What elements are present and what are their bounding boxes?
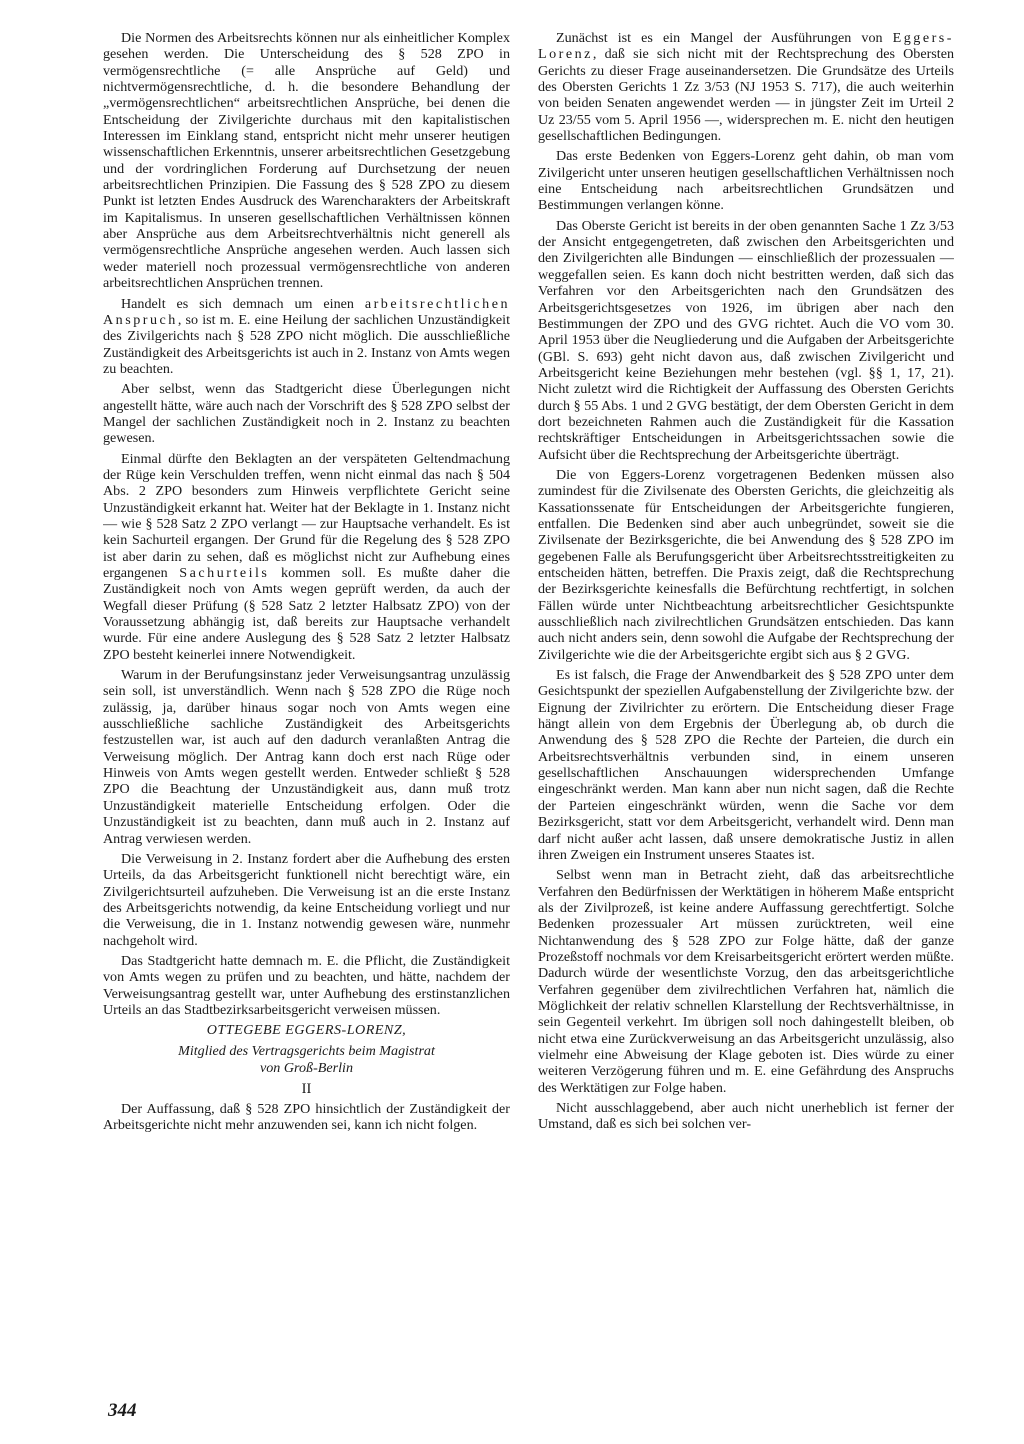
paragraph: Warum in der Berufungsinstanz jeder Verweisungsantrag unzulässig sein soll, ist unverständlich. Wenn nach § 528 ZPO die Rüge noch zulässig, ja, darüber hinaus sogar noch von Amts wegen eine ausschließliche sachliche Zuständigkeit des Arbeitsgerichts festzustellen war, ist auch auf den dadurch veranlaßten Antrag die Verweisung möglich. Der Antrag kann doch erst nach Rüge oder Hinweis von Amts wegen gestellt werden. Entweder schließt § 528 ZPO die Beachtung der Unzuständigkeit aus, dann muß trotz Unzuständigkeit materielle Entscheidung erfolgen. Oder die Unzuständigkeit ist zu beachten, dann muß auch in 2. Instanz auf Antrag verwiesen werden.	[103, 667, 510, 847]
spaced-emphasis: Sachurteils	[179, 565, 270, 581]
paragraph	[538, 30, 954, 144]
text-run: , daß sie sich nicht mit der Rechtsprechung des Obersten Gerichts zu dieser Frage auseinandersetzen. Die Grundsätze des Urteils des Obersten Gerichts 1 Zz 3/53 (NJ 1953 S. 717), die auch weiterhin von beiden Senaten angewendet werden — in jüngster Zeit im Urteil 2 Uz 23/55 vom 5. April 1956 —, widersprechen m. E. nicht den heutigen gesellschaftlichen Bedingungen.	[538, 46, 954, 145]
spaced-emphasis: arbeitsrechtlichen Anspruch	[103, 295, 510, 328]
text-run: Handelt es sich demnach um einen	[121, 295, 354, 312]
text-run: Einmal dürfte den Beklagten an der verspäteten Geltendmachung der Rüge kein Verschulden treffen, wenn nicht einmal das nach § 504 Abs. 2 ZPO besonders zum Hinweis verpflichtete Gericht seine Unzuständigkeit erkannt hat. Weiter hat der Beklagte in 1. Instanz nicht — wie § 528 Satz 2 ZPO verlangt — zur Hauptsache verhandelt. Es ist kein Sachurteil ergangen. Der Grund für die Regelung des § 528 ZPO ist aber darin zu sehen, daß es möglichst nicht zur Aufhebung eines ergangenen	[103, 450, 510, 581]
section-number: II	[301, 1080, 312, 1097]
affiliation-line: Mitglied des Vertragsgerichts beim Magistrat	[178, 1042, 435, 1059]
page-number: 344	[108, 1400, 137, 1421]
left-column	[103, 30, 510, 1390]
paragraph: Nicht ausschlaggebend, aber auch nicht unerheblich ist ferner der Umstand, daß es sich bei solchen ver-	[538, 1100, 954, 1133]
paragraph: Das Oberste Gericht ist bereits in der oben genannten Sache 1 Zz 3/53 der Ansicht entgegengetreten, daß zwischen den Arbeitsgerichten und den Zivilgerichten alle Bindungen — einschließlich der prozessualen — weggefallen seien. Es kann doch nicht bestritten werden, daß sich das Verfahren vor den Arbeitsgerichten nach den Grundsätzen des Arbeitsgerichtsgesetzes von 1926, im übrigen aber nach den Bestimmungen der ZPO und des GVG richtet. Auch die VO vom 30. April 1953 über die Neugliederung und die Aufgaben der Arbeitsgerichte (GBl. S. 693) geht nicht davon aus, daß zwischen Zivilgericht und Arbeitsgericht keine Beziehungen mehr bestehen (vgl. §§ 1, 17, 21). Nicht zuletzt wird die Richtigkeit der Auffassung des Obersten Gerichts durch § 55 Abs. 1 und 2 GVG bestätigt, der dem Obersten Gericht in dem dort bezeichneten Rahmen auch die Zuständigkeit für die Kassation rechtskräftiger Entscheidungen in Arbeitsgerichtssachen sowie die Aufsicht über die Rechtsprechung der Arbeitsgerichte überträgt.	[538, 217, 954, 463]
paragraph: Die Verweisung in 2. Instanz fordert aber die Aufhebung des ersten Urteils, da das Arbeitsgericht funktionell nicht berechtigt wäre, ein Zivilgerichtsurteil aufzuheben. Die Verweisung ist an die erste Instanz des Arbeitsgerichts notwendig, da keine Entscheidung vorliegt und nur die Verweisung, die in 1. Instanz notwendig gewesen wäre, nunmehr nachgeholt wird.	[103, 850, 510, 949]
author-affiliation	[103, 1043, 510, 1077]
paragraph: Das erste Bedenken von Eggers-Lorenz geht dahin, ob man vom Zivilgericht unter unseren heutigen gesellschaftlichen Verhältnissen noch eine Entscheidung nach arbeitsrechtlichen Grundsätzen und Bestimmungen verlangen könne.	[538, 148, 954, 214]
paragraph	[103, 451, 510, 663]
paragraph	[103, 296, 510, 378]
affiliation-line: von Groß-Berlin	[259, 1059, 354, 1076]
paragraph: Das Stadtgericht hatte demnach m. E. die Pflicht, die Zuständigkeit von Amts wegen zu prüfen und zu beachten, und hätte, nachdem der Verweisungsantrag gestellt war, unter Aufhebung des erstinstanzlichen Urteils an das Stadtbezirksarbeitsgericht verweisen müssen.	[103, 952, 510, 1018]
paragraph: Der Auffassung, daß § 528 ZPO hinsichtlich der Zuständigkeit der Arbeitsgerichte nicht mehr anzuwenden sei, kann ich nicht folgen.	[103, 1100, 510, 1134]
paragraph: Aber selbst, wenn das Stadtgericht diese Überlegungen nicht angestellt hätte, wäre auch nach der Vorschrift des § 528 ZPO selbst der Mangel der sachlichen Zuständigkeit noch in 2. Instanz zu beachten gewesen.	[103, 381, 510, 447]
spaced-emphasis: Eggers-Lorenz	[538, 30, 954, 63]
text-run: kommen soll. Es mußte daher die Zuständigkeit noch von Amts wegen geprüft werden, da auch der Wegfall dieser Prüfung (§ 528 Satz 2 letzter Halbsatz ZPO) von der Voraussetzung abhängig ist, daß bereits zur Hauptsache verhandelt wurde. Für eine andere Auslegung des § 528 Satz 2 letzter Halbsatz ZPO besteht keinerlei innere Notwendigkeit.	[103, 565, 510, 663]
paragraph: Die von Eggers-Lorenz vorgetragenen Bedenken müssen also zumindest für die Zivilsenate des Obersten Gerichts, die gleichzeitig als Kassationssenate für Entscheidungen der Arbeitsgerichte fungieren, entfallen. Die Bedenken sind aber auch unbegründet, soweit sie die Zivilsenate der Bezirksgerichte, die bei Anwendung des § 528 ZPO im gegebenen Falle als Berufungsgericht über Arbeitsrechtsstreitigkeiten zu entscheiden hätten, betreffen. Die Praxis zeigt, daß die Rechtsprechung der Bezirksgerichte keinesfalls die Befürchtung rechtfertigt, in solchen Fällen würde unter Nichtbeachtung arbeitsrechtlicher Gesichtspunkte ausschließlich nach zivilrechtlichen Grundsätzen entschieden. Das kann auch nicht anders sein, denn sowohl die Aufgabe der Rechtsprechung der Zivilgerichte wie die der Arbeitsgerichte ergibt sich aus § 2 GVG.	[538, 466, 954, 663]
right-column	[538, 30, 954, 1390]
paragraph: Selbst wenn man in Betracht zieht, daß das arbeitsrechtliche Verfahren den Bedürfnissen der Werktätigen in höherem Maße entspricht als der Zivilprozeß, ist keine andere Auffassung gerechtfertigt. Solche Bedenken prozessualer Art müssen zurücktreten, weil eine Nichtanwendung des § 528 ZPO zur Folge hätte, daß der ganze Prozeßstoff nochmals vor dem Kreisarbeitsgericht erörtert werden müßte. Dadurch würde der wesentlichste Vorzug, den das arbeitsgerichtliche Verfahren gegenüber dem zivilrechtlichen Verfahren hat, nämlich die Möglichkeit der relativ schnellen Klarstellung der Rechtsverhältnisse, in sein Gegenteil verkehrt. Im übrigen soll noch dahingestellt bleiben, ob nicht etwa eine Zurückverweisung an das Arbeitsgericht unzulässig, also vielmehr eine Abweisung der Klage geboten ist. Dies würde zu einer weiteren Verzögerung führen und m. E. eine Gefährdung des Anspruchs des Werktätigen zur Folge haben.	[538, 867, 954, 1096]
paragraph: Die Normen des Arbeitsrechts können nur als einheitlicher Komplex gesehen werden. Die Unterscheidung des § 528 ZPO in vermögensrechtliche (= alle Ansprüche auf Geld) und nichtvermögensrechtliche, d. h. die besondere Behandlung der „vermögensrechtlichen“ arbeitsrechtlichen Ansprüche, bei denen die Entscheidung der Zivilgerichte durchaus mit den kapitalistischen Interessen im Einklang stand, entspricht nicht mehr unserer heutigen wissenschaftlichen Erkenntnis, unserer arbeitsrechtlichen Gesetzgebung und der vordringlichen Forderung auf Durchsetzung der neuen arbeitsrechtlichen Prinzipien. Die Fassung des § 528 ZPO zu diesem Punkt ist letzten Endes Ausdruck des Warencharakters der Arbeitskraft im Kapitalismus. In unseren gesellschaftlichen Verhältnissen können aber Ansprüche aus dem Arbeitsrechtverhältnis nicht generell als vermögensrechtliche Ansprüche angesehen werden. Auch lassen sich weder materiell noch prozessual vermögensrechtliche von anderen arbeitsrechtlichen Ansprüchen trennen.	[103, 30, 510, 292]
text-run: , so ist m. E. eine Heilung der sachlichen Unzuständigkeit des Zivilgerichts nach § 528 ZPO nicht möglich. Die ausschließliche Zuständigkeit des Arbeitsgerichts ist auch in 2. Instanz von Amts wegen zu beachten.	[103, 311, 510, 377]
paragraph: Es ist falsch, die Frage der Anwendbarkeit des § 528 ZPO unter dem Gesichtspunkt der speziellen Aufgabenstellung der Zivilgerichte bzw. der Eignung der Zivilrichter zu erörtern. Die Entscheidung dieser Frage hängt allein von dem Ergebnis der Überlegung ab, ob durch die Anwendung des § 528 ZPO die Rechte der Parteien, die durch ein Arbeitsrechtsverhältnis verbunden sind, in einem unseren gesellschaftlichen Anschauungen widersprechenden Umfange eingeschränkt werden. Man kann aber nun nicht sagen, daß die Rechte der Parteien eingeschränkt würden, wenn die Sache vor dem Bezirksgericht, statt vor dem Arbeitsgericht, verhandelt wird. Denn man darf nicht außer acht lassen, daß unsere demokratische Justiz in allen ihren Zweigen ein Instrument unseres Staates ist.	[538, 667, 954, 863]
author-name: OTTEGEBE EGGERS-LORENZ,	[206, 1022, 407, 1039]
text-run: Zunächst ist es ein Mangel der Ausführungen von	[556, 30, 883, 46]
